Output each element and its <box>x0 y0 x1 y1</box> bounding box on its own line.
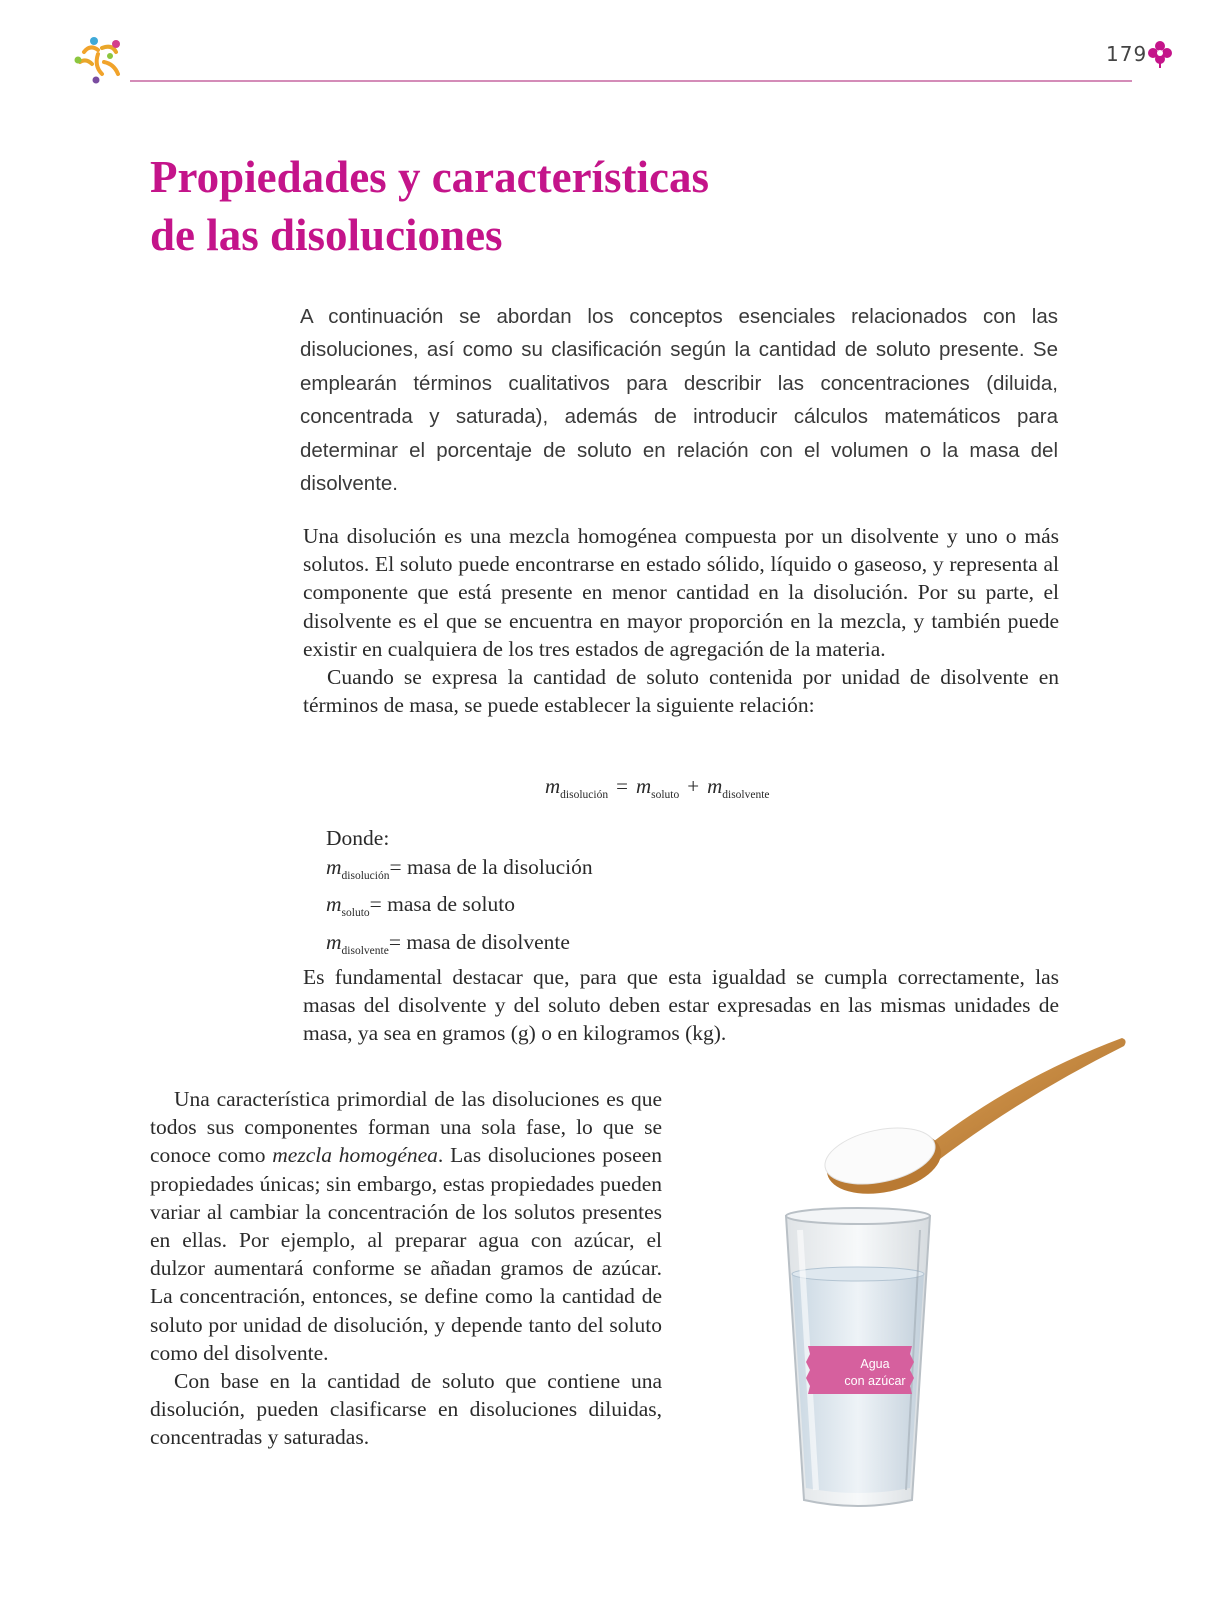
definition-sub: disolvente <box>341 944 389 957</box>
intro-paragraph: A continuación se abordan los conceptos esenciales relacionados con las disoluciones, así como su clasificación según la cantidad de soluto presente. Se emplearán términos cualitativos para describir las concentraciones (diluida, concentrada y saturada), además de introducir cálculos matemáticos para determinar el porcentaje de soluto en relación con el volumen o la masa del disolvente. <box>300 305 1058 496</box>
equation-sub-soluto: soluto <box>651 789 680 801</box>
definition-text: = masa de soluto <box>369 892 515 916</box>
definitions-heading: Donde: <box>326 826 390 850</box>
body-paragraph-1: Una disolución es una mezcla homogénea compuesta por un disolvente y uno o más solutos. El soluto puede encontrarse en estado sólido, líquido o gaseoso, y representa al componente que está presente en menor cantidad en la disolución. Por su parte, el disolvente es el que se encuentra en mayor proporción en la mezcla, y también puede existir en cualquiera de los tres estados de agregación de la materia. <box>303 524 1059 661</box>
side-paragraph-2: Con base en la cantidad de soluto que contiene una disolución, pueden clasificarse en disoluciones diluidas, concentradas y saturadas. <box>150 1369 662 1450</box>
side-text <box>150 1085 662 1452</box>
definition-sub: soluto <box>341 907 370 919</box>
equation-sub-disolucion: disolución <box>560 789 609 801</box>
equation-sub-disolvente: disolvente <box>722 789 770 801</box>
page-number: 179 <box>1106 42 1148 66</box>
body-text <box>303 522 1059 719</box>
water-surface <box>792 1267 924 1281</box>
body-paragraph-2: Cuando se expresa la cantidad de soluto contenida por unidad de disolvente en términos de masa, se puede establecer la siguiente relación: <box>303 665 1059 718</box>
header-rule <box>130 80 1132 82</box>
title-line-1: Propiedades y características <box>150 152 710 202</box>
title-line-2: de las disoluciones <box>150 210 503 260</box>
equation-symbol: m <box>635 774 652 798</box>
definition-symbol: m <box>326 854 342 879</box>
definition-symbol: m <box>326 892 342 916</box>
label-line-1: Agua <box>860 1357 890 1371</box>
logo-icon <box>72 34 126 86</box>
page-title <box>150 148 950 264</box>
mass-equation <box>545 774 770 801</box>
equation-symbol: m <box>545 774 561 798</box>
equation-plus: + <box>687 774 700 798</box>
equation-symbol: m <box>707 774 723 798</box>
definition-text: = masa de disolvente <box>388 929 570 954</box>
definition-item <box>326 853 826 891</box>
conclusion-paragraph: Es fundamental destacar que, para que esta igualdad se cumpla correctamente, las masas del disolvente y del soluto deben estar expresadas en las mismas unidades de masa, ya sea en gramos (g) o en kilogramos (kg). <box>303 965 1059 1046</box>
flower-icon <box>1146 38 1174 68</box>
definition-symbol: m <box>326 929 342 954</box>
definitions-list <box>326 824 826 965</box>
definition-text: = masa de la disolución <box>389 854 593 879</box>
side-text-emphasis: mezcla homogénea <box>272 1143 438 1168</box>
equation-equals: = <box>616 774 628 798</box>
glass-rim <box>786 1208 930 1224</box>
spoon-handle <box>920 1038 1126 1162</box>
definition-item <box>326 928 826 966</box>
definition-item <box>326 890 826 928</box>
side-paragraph-1 <box>150 1085 662 1367</box>
label-line-2: con azúcar <box>844 1374 906 1388</box>
sugar-water-illustration <box>780 1030 1160 1510</box>
glass-label-text <box>826 1356 924 1390</box>
definition-sub: disolución <box>341 869 390 882</box>
side-text-part: Una característica primordial de las disoluciones es que todos sus componentes forman una sola fase, lo que se conoce como <box>150 1087 662 1168</box>
side-text-part: . Las disoluciones poseen propiedades únicas; sin embargo, estas propiedades pueden variar al cambiar la concentración de los solutos presentes en ellas. Por ejemplo, al preparar agua con azúcar, el dulzor aumentará conforme se añadan gramos de azúcar. La concentración, entonces, se define como la cantidad de soluto por unidad de disolución, y depende tanto del soluto como del disolvente. <box>150 1143 662 1365</box>
